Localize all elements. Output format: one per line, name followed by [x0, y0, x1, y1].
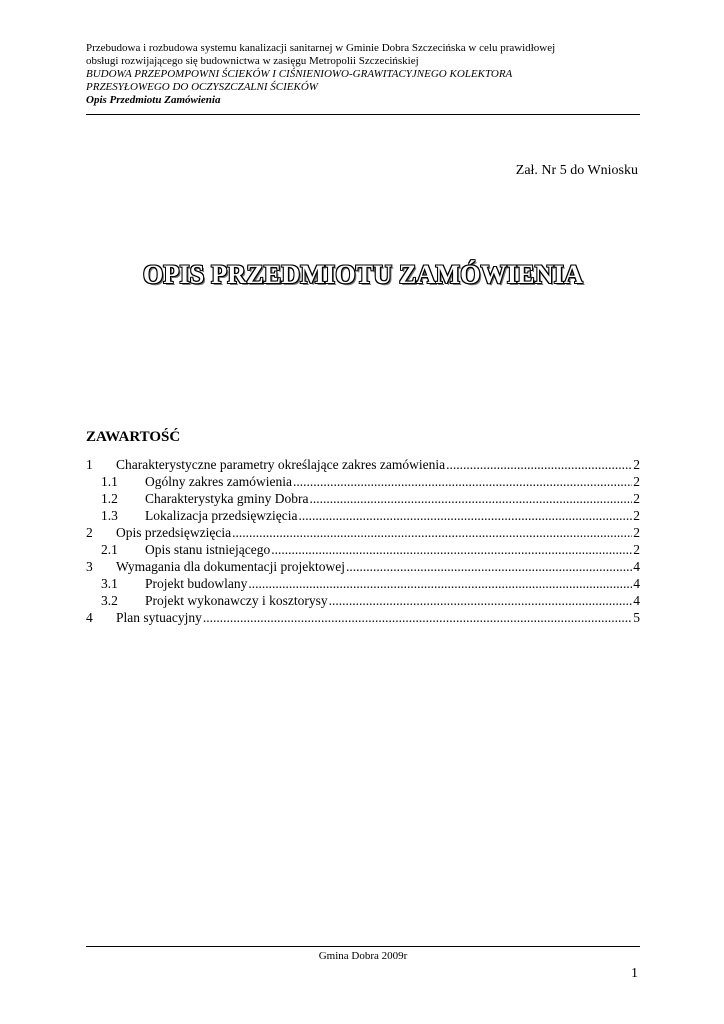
toc-entry-page: 2 — [633, 508, 640, 523]
toc-entry-number: 3 — [86, 559, 93, 574]
toc-entry-label: Opis stanu istniejącego — [145, 542, 271, 557]
toc-heading: ZAWARTOŚĆ — [86, 429, 181, 445]
toc-entry-number: 4 — [86, 610, 93, 625]
header-project-line-2: obsługi rozwijającego się budownictwa w zasięgu Metropolii Szczecińskiej — [86, 55, 419, 67]
header-document-name: Opis Przedmiotu Zamówienia — [86, 94, 221, 106]
toc-entry-label: Opis przedsięwzięcia — [116, 525, 232, 540]
toc-entry-page: 2 — [633, 542, 640, 557]
toc-entry-page: 2 — [633, 491, 640, 506]
toc-dot-leader — [299, 507, 633, 524]
toc-entry-number: 1 — [86, 457, 93, 472]
footer-text: Gmina Dobra 2009r — [318, 950, 408, 962]
toc-entry-label: Projekt budowlany — [145, 576, 248, 591]
toc-entry-number: 1.2 — [101, 491, 118, 506]
running-header — [86, 42, 640, 107]
toc-entry-2-1[interactable] — [86, 541, 640, 558]
toc-dot-leader — [346, 558, 632, 575]
toc-entry-page: 4 — [633, 593, 640, 608]
toc-entry-label: Lokalizacja przedsięwzięcia — [145, 508, 298, 523]
header-task-line-2: PRZESYŁOWEGO DO OCZYSZCZALNI ŚCIEKÓW — [86, 81, 318, 93]
table-of-contents — [86, 456, 640, 626]
toc-dot-leader — [203, 609, 632, 626]
toc-entry-4[interactable] — [86, 609, 640, 626]
toc-dot-leader — [248, 575, 632, 592]
toc-entry-number: 1.1 — [101, 474, 118, 489]
toc-entry-number: 3.1 — [101, 576, 118, 591]
toc-entry-1-3[interactable] — [86, 507, 640, 524]
toc-entry-page: 5 — [633, 610, 640, 625]
toc-dot-leader — [293, 473, 632, 490]
toc-entry-3-2[interactable] — [86, 592, 640, 609]
header-divider — [86, 114, 640, 115]
page-number: 1 — [631, 966, 638, 981]
toc-entry-number: 2.1 — [101, 542, 118, 557]
toc-entry-label: Charakterystyka gminy Dobra — [145, 491, 309, 506]
toc-dot-leader — [329, 592, 633, 609]
toc-entry-page: 2 — [633, 525, 640, 540]
header-project-line-1: Przebudowa i rozbudowa systemu kanalizacji sanitarnej w Gminie Dobra Szczecińska w celu prawidłowej — [86, 42, 556, 54]
footer-divider — [86, 946, 640, 947]
toc-dot-leader — [232, 524, 632, 541]
toc-entry-page: 2 — [633, 457, 640, 472]
toc-entry-number: 2 — [86, 525, 93, 540]
toc-entry-number: 1.3 — [101, 508, 118, 523]
toc-entry-2[interactable] — [86, 524, 640, 541]
toc-entry-label: Wymagania dla dokumentacji projektowej — [116, 559, 345, 574]
header-task-line-1: BUDOWA PRZEPOMPOWNI ŚCIEKÓW I CIŚNIENIOWO-GRAWITACYJNEGO KOLEKTORA — [86, 68, 513, 80]
toc-entry-1-1[interactable] — [86, 473, 640, 490]
toc-entry-label: Projekt wykonawczy i kosztorysy — [145, 593, 328, 608]
toc-entry-3[interactable] — [86, 558, 640, 575]
toc-entry-1[interactable] — [86, 456, 640, 473]
toc-dot-leader — [309, 490, 632, 507]
toc-entry-3-1[interactable] — [86, 575, 640, 592]
toc-entry-page: 4 — [633, 559, 640, 574]
toc-entry-1-2[interactable] — [86, 490, 640, 507]
toc-entry-label: Ogólny zakres zamówienia — [145, 474, 292, 489]
toc-entry-page: 2 — [633, 474, 640, 489]
document-title: OPIS PRZEDMIOTU ZAMÓWIENIA — [142, 260, 583, 289]
toc-entry-label: Charakterystyczne parametry określające zakres zamówienia — [116, 457, 446, 472]
toc-entry-number: 3.2 — [101, 593, 118, 608]
toc-entry-page: 4 — [633, 576, 640, 591]
toc-dot-leader — [271, 541, 632, 558]
toc-entry-label: Plan sytuacyjny — [116, 610, 202, 625]
annex-label: Zał. Nr 5 do Wniosku — [515, 163, 638, 178]
toc-dot-leader — [446, 456, 632, 473]
